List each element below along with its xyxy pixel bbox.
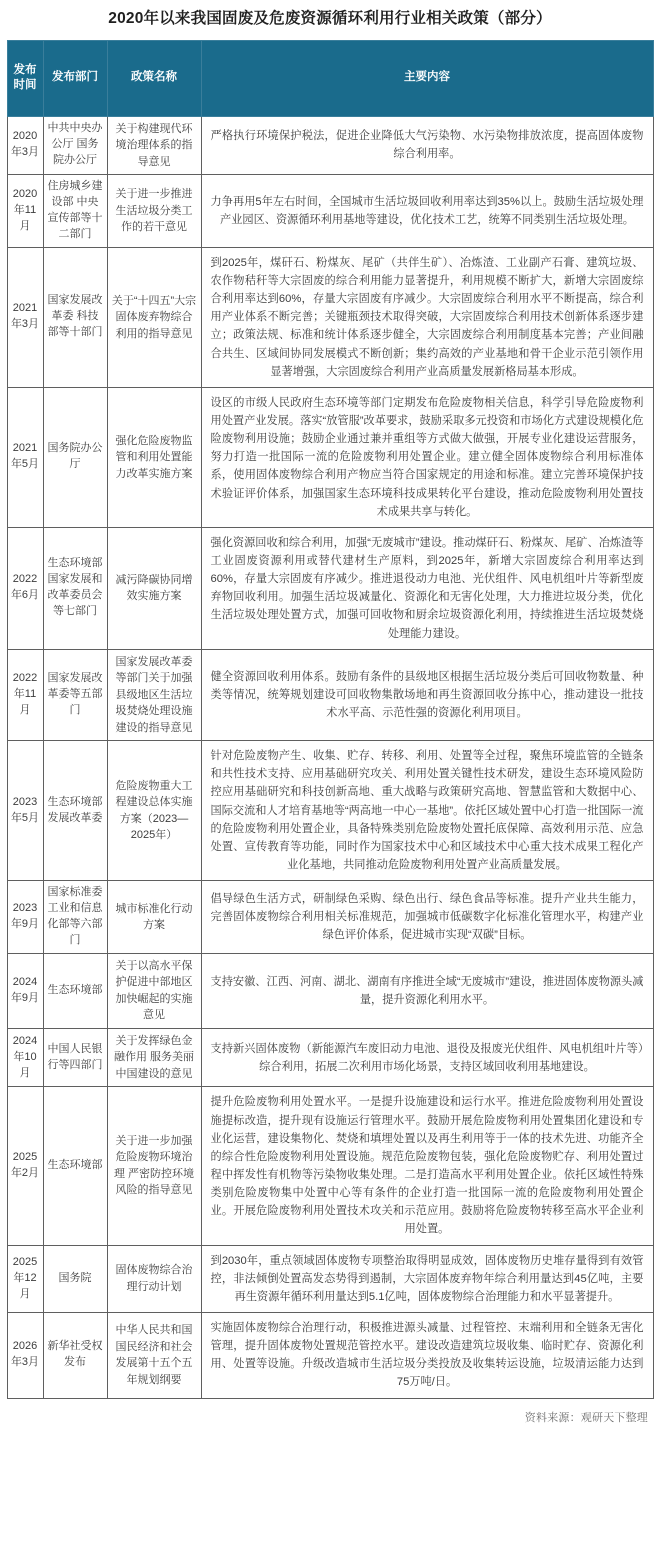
- policy-table: [7, 40, 654, 1399]
- table-row: [7, 247, 653, 387]
- cell-publish-date: 2025年12月: [7, 1245, 43, 1312]
- column-header-department: 发布部门: [43, 40, 107, 116]
- table-row: [7, 527, 653, 649]
- page-title: 2020年以来我国固废及危废资源循环利用行业相关政策（部分）: [108, 10, 552, 27]
- cell-publish-department: 中国人民银行等四部门: [43, 1028, 107, 1087]
- cell-publish-department: 国务院: [43, 1245, 107, 1312]
- cell-main-content: 到2030年，重点领域固体废物专项整治取得明显成效，固体废物历史堆存量得到有效管控，非法倾倒处置高发态势得到遏制，大宗固体废弃物年综合利用量达到45亿吨，主要再生资源年循环利用量达到5.1亿吨，固体废物综合治理能力和水平显著提升。: [201, 1245, 653, 1312]
- cell-publish-department: 中共中央办公厅 国务院办公厅: [43, 116, 107, 175]
- cell-main-content: 支持安徽、江西、河南、湖北、湖南有序推进全域“无废城市”建设，推进固体废物源头减量，提升资源化利用水平。: [201, 953, 653, 1028]
- cell-policy-name: 城市标准化行动方案: [107, 881, 201, 954]
- cell-publish-date: 2021年3月: [7, 247, 43, 387]
- cell-publish-department: 国家发展改革委等五部门: [43, 649, 107, 741]
- cell-policy-name: 危险废物重大工程建设总体实施方案（2023—2025年）: [107, 741, 201, 881]
- cell-publish-department: 国家标准委 工业和信息化部等六部门: [43, 881, 107, 954]
- cell-policy-name: 关于以高水平保护促进中部地区加快崛起的实施意见: [107, 953, 201, 1028]
- cell-main-content: 支持新兴固体废物（新能源汽车废旧动力电池、退役及报废光伏组件、风电机组叶片等）综合利用，拓展二次利用市场化场景，支持区域回收利用基地建设。: [201, 1028, 653, 1087]
- cell-publish-department: 新华社受权发布: [43, 1312, 107, 1398]
- cell-policy-name: 国家发展改革委等部门关于加强县级地区生活垃圾焚烧处理设施建设的指导意见: [107, 649, 201, 741]
- cell-publish-department: 生态环境部 发展改革委: [43, 741, 107, 881]
- cell-publish-date: 2024年10月: [7, 1028, 43, 1087]
- table-row: [7, 1245, 653, 1312]
- cell-publish-department: 生态环境部: [43, 953, 107, 1028]
- table-body: [7, 116, 653, 1398]
- cell-main-content: 设区的市级人民政府生态环境等部门定期发布危险废物相关信息，科学引导危险废物利用处置产业发展。落实“放管服”改革要求，鼓励采取多元投资和市场化方式建设规模化危险废物利用设施；鼓励企业通过兼并重组等方式做大做强，开展专业化建设运营服务，努力打造一批国际一流的危险废物利用处置企业。建立健全固体废物综合利用标准体系，使用固体废物综合利用产物应当符合国家规定的用途和标准。建立完善环境保护技术验证评价体系，加强国家生态环境科技成果转化平台建设，推动危险废物利用处置技术成果共享与转化。: [201, 387, 653, 527]
- cell-main-content: 倡导绿色生活方式，研制绿色采购、绿色出行、绿色食品等标准。提升产业共生能力，完善固体废物综合利用相关标准规范，加强城市低碳数字化标准化管理水平，构建产业绿色评价体系，促进城市实现“双碳”目标。: [201, 881, 653, 954]
- cell-main-content: 到2025年，煤矸石、粉煤灰、尾矿（共伴生矿）、冶炼渣、工业副产石膏、建筑垃圾、农作物秸秆等大宗固废的综合利用能力显著提升，利用规模不断扩大，新增大宗固废综合利用率达到60%，存量大宗固废有序减少。大宗固废综合利用水平不断提高，综合利用产业体系不断完善；关键瓶颈技术取得突破，大宗固废综合利用技术创新体系逐步建立；政策法规、标准和统计体系逐步健全，大宗固废综合利用制度基本完善；产业间融合共生、区域间协同发展模式不断创新；集约高效的产业基地和骨干企业示范引领作用显著增强，大宗固废综合利用产业高质量发展新格局基本形成。: [201, 247, 653, 387]
- table-row: [7, 1028, 653, 1087]
- source-note: 资料来源：观研天下整理: [524, 1411, 648, 1424]
- cell-publish-department: 住房城乡建设部 中央宣传部等十二部门: [43, 175, 107, 248]
- column-header-date: 发布时间: [7, 40, 43, 116]
- cell-publish-date: 2022年11月: [7, 649, 43, 741]
- table-header-row: [7, 40, 653, 116]
- cell-publish-date: 2025年2月: [7, 1087, 43, 1245]
- cell-policy-name: 中华人民共和国国民经济和社会发展第十五个五年规划纲要: [107, 1312, 201, 1398]
- cell-publish-department: 国家发展改革委 科技部等十部门: [43, 247, 107, 387]
- cell-publish-date: 2020年11月: [7, 175, 43, 248]
- cell-publish-department: 生态环境部 国家发展和改革委员会等七部门: [43, 527, 107, 649]
- cell-publish-date: 2026年3月: [7, 1312, 43, 1398]
- column-header-policy-name: 政策名称: [107, 40, 201, 116]
- cell-policy-name: 关于发挥绿色金融作用 服务美丽中国建设的意见: [107, 1028, 201, 1087]
- cell-publish-date: 2023年5月: [7, 741, 43, 881]
- cell-main-content: 提升危险废物利用处置水平。一是提升设施建设和运行水平。推进危险废物利用处置设施提标改造，提升现有设施运行管理水平。鼓励开展危险废物利用处置集团化建设和专业化运营，建设集物化、焚烧和填埋处置以及再生利用等于一体的技术先进、功能齐全的综合性危险废物利用处置设施。规范危险废物包装，强化危险废物贮存、利用处置过程中挥发性有机物等污染物收集处理。二是打造高水平利用处置企业。依托区域性特殊类别危险废物集中处置中心等有条件的企业打造一批国际一流的危险废物利用处置企业。开展危险废物利用处置技术攻关和示范应用。鼓励将危险废物转移至高水平企业利用处置。: [201, 1087, 653, 1245]
- cell-main-content: 针对危险废物产生、收集、贮存、转移、利用、处置等全过程，聚焦环境监管的全链条和共性技术支持、应用基础研究攻关、利用处置关键性技术研发，建设生态环境风险防控应用基础研究和科技创新高地、重大战略与政策研究高地、智慧监管和大数据中心、国际交流和人才培育基地等“两高地一中心一基地”。依托区域处置中心打造一批国际一流的危险废物利用处置企业，具备特殊类别危险废物处置托底保障、高效利用示范、应急处置、宣传教育等功能，同时作为国家技术中心和区域技术中心重大技术成果工程化产业化基地，共同推动危险废物利用处置产业高质量发展。: [201, 741, 653, 881]
- cell-policy-name: 关于进一步加强危险废物环境治理 严密防控环境风险的指导意见: [107, 1087, 201, 1245]
- cell-policy-name: 强化危险废物监管和利用处置能力改革实施方案: [107, 387, 201, 527]
- cell-publish-date: 2022年6月: [7, 527, 43, 649]
- table-row: [7, 953, 653, 1028]
- cell-main-content: 严格执行环境保护税法，促进企业降低大气污染物、水污染物排放浓度，提高固体废物综合利用率。: [201, 116, 653, 175]
- table-header: [7, 40, 653, 116]
- cell-policy-name: 减污降碳协同增效实施方案: [107, 527, 201, 649]
- cell-main-content: 实施固体废物综合治理行动，积极推进源头减量、过程管控、末端利用和全链条无害化管理，提升固体废物处置规范管控水平。建设改造建筑垃圾收集、临时贮存、资源化利用、处置等设施。升级改造城市生活垃圾分类投放及收集转运设施，垃圾清运能力达到75万吨/日。: [201, 1312, 653, 1398]
- table-row: [7, 649, 653, 741]
- table-row: [7, 175, 653, 248]
- cell-publish-department: 生态环境部: [43, 1087, 107, 1245]
- column-header-main-content: 主要内容: [201, 40, 653, 116]
- cell-publish-date: 2020年3月: [7, 116, 43, 175]
- table-row: [7, 387, 653, 527]
- table-row: [7, 1312, 653, 1398]
- cell-main-content: 强化资源回收和综合利用，加强“无废城市”建设。推动煤矸石、粉煤灰、尾矿、冶炼渣等工业固废资源利用或替代建材生产原料，到2025年，新增大宗固废综合利用率达到60%，存量大宗固废有序减少。推进退役动力电池、光伏组件、风电机组叶片等新型废弃物回收利用。加强生活垃圾减量化、资源化和无害化处理，大力推进垃圾分类，优化生活垃圾处理处置方式，加强可回收物和厨余垃圾资源化利用，持续推进生活垃圾焚烧处理能力建设。: [201, 527, 653, 649]
- cell-policy-name: 关于“十四五”大宗固体废弃物综合利用的指导意见: [107, 247, 201, 387]
- cell-policy-name: 关于进一步推进生活垃圾分类工作的若干意见: [107, 175, 201, 248]
- cell-main-content: 健全资源回收利用体系。鼓励有条件的县级地区根据生活垃圾分类后可回收物数量、种类等情况，统筹规划建设可回收物集散场地和再生资源回收分拣中心，推动建设一批技术水平高、示范性强的资源化利用项目。: [201, 649, 653, 741]
- cell-policy-name: 固体废物综合治理行动计划: [107, 1245, 201, 1312]
- cell-publish-date: 2024年9月: [7, 953, 43, 1028]
- table-row: [7, 116, 653, 175]
- table-row: [7, 1087, 653, 1245]
- cell-publish-date: 2023年9月: [7, 881, 43, 954]
- cell-main-content: 力争再用5年左右时间，全国城市生活垃圾回收利用率达到35%以上。鼓励生活垃圾处理产业园区、资源循环利用基地等建设，优化技术工艺，统筹不同类别生活垃圾处理。: [201, 175, 653, 248]
- cell-publish-date: 2021年5月: [7, 387, 43, 527]
- cell-publish-department: 国务院办公厅: [43, 387, 107, 527]
- table-row: [7, 741, 653, 881]
- table-row: [7, 881, 653, 954]
- cell-policy-name: 关于构建现代环境治理体系的指导意见: [107, 116, 201, 175]
